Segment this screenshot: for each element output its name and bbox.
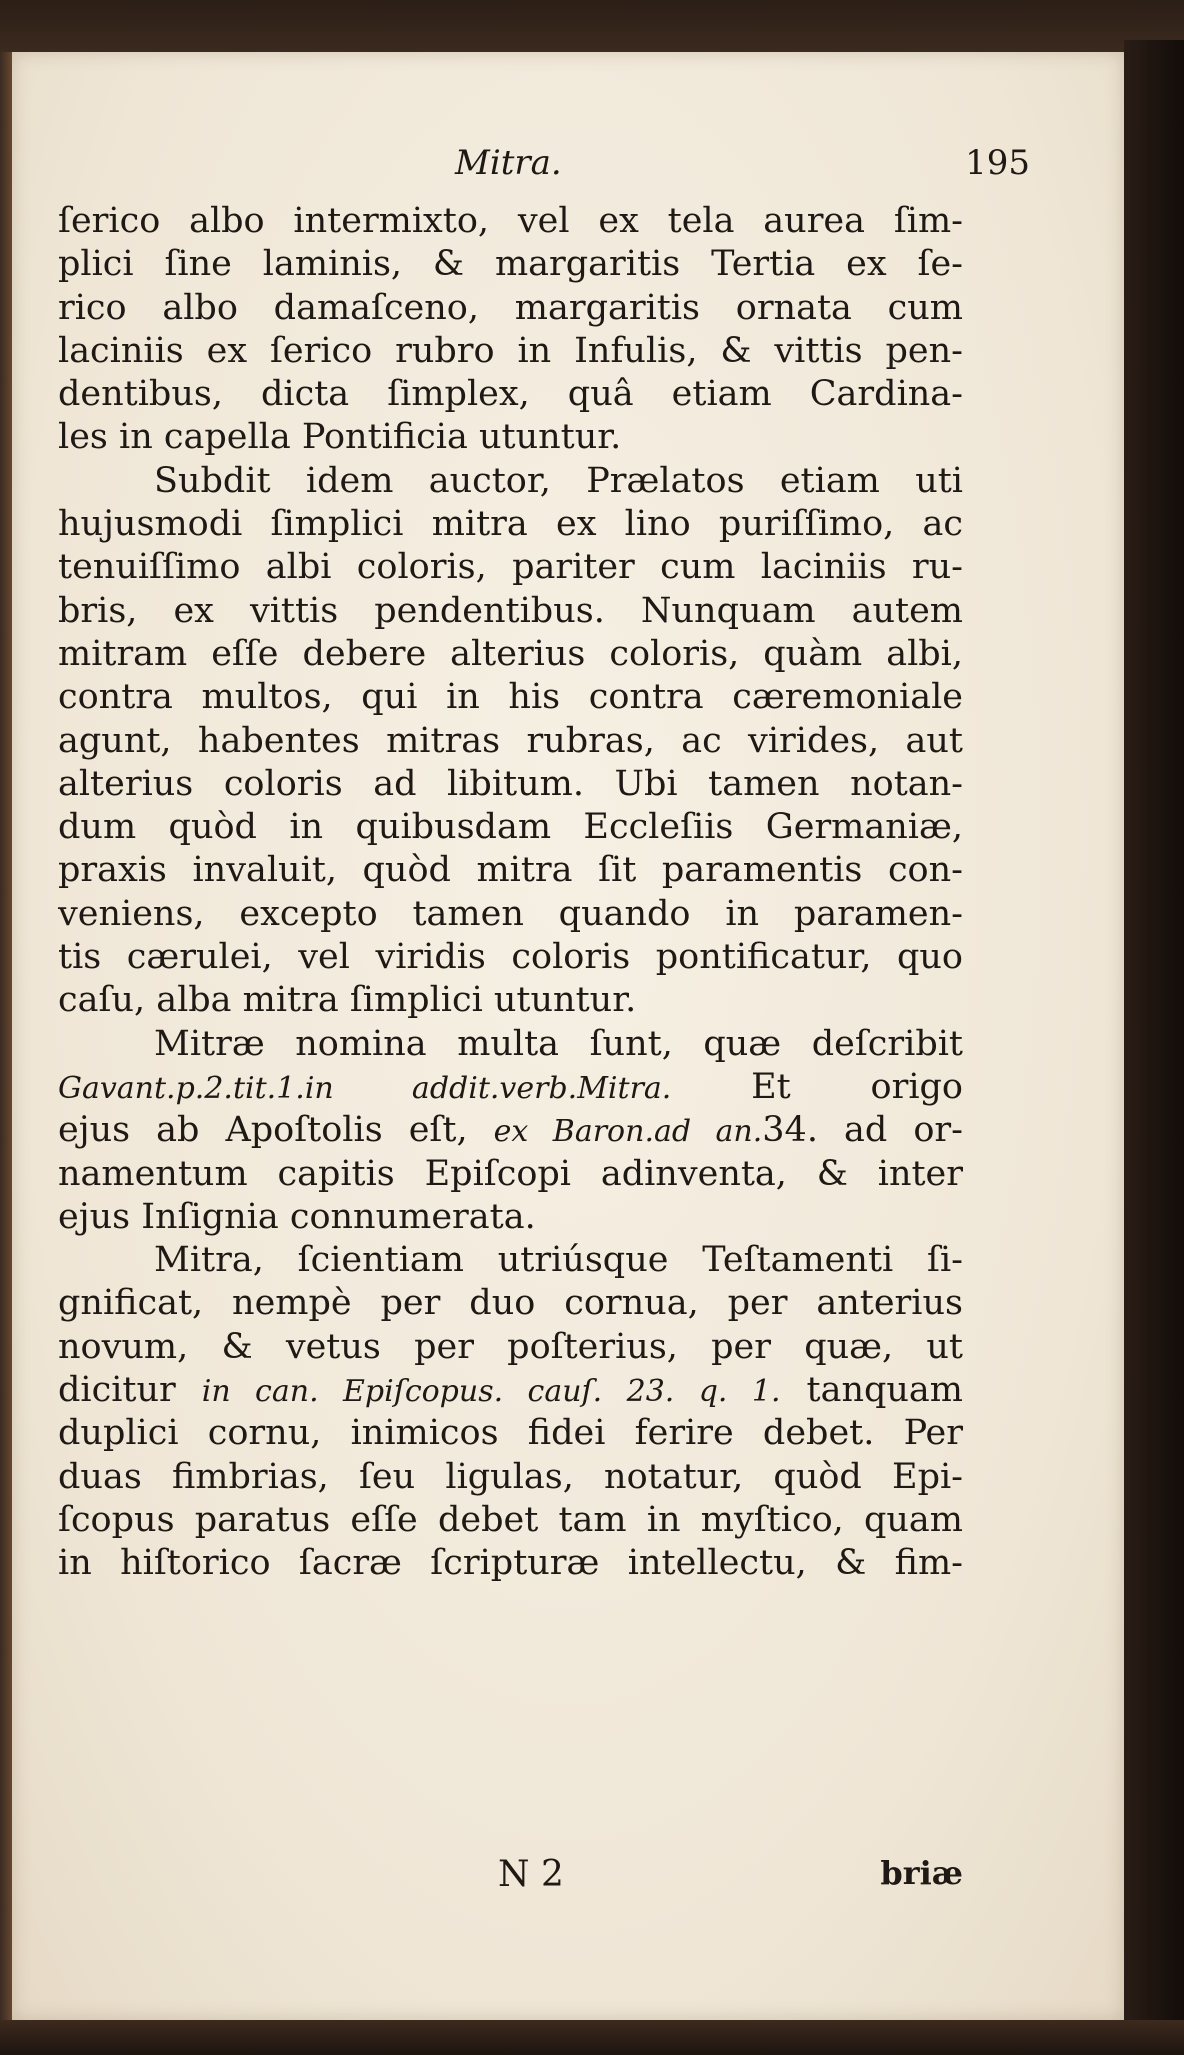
text-line: rico albo damaſceno, margaritis ornata cum (58, 287, 963, 328)
text-line: dentibus, dicta ſimplex, quâ etiam Cardina- (58, 374, 963, 415)
text-line-with-citation (58, 1066, 963, 1109)
paragraph-start: Subdit idem auctor, Prælatos etiam uti (154, 460, 963, 501)
page-footer (58, 1854, 963, 1898)
text-line: veniens, excepto tamen quando in paramen- (58, 893, 963, 934)
page-number: 195 (965, 143, 1030, 183)
citation-italic: in can. Epiſcopus. cauſ. 23. q. 1. (201, 1374, 781, 1410)
text-line: praxis invaluit, quòd mitra ſit paramentis con- (58, 850, 963, 891)
line-pre: ejus ab Apoſtolis eſt, (58, 1110, 494, 1151)
text-line: plici ſine laminis, & margaritis Tertia ex ſe- (58, 244, 963, 285)
text-line: in hiſtorico ſacræ ſcripturæ intellectu, & fim- (58, 1543, 963, 1584)
line-post: 34. ad or- (762, 1110, 963, 1151)
text-line: alterius coloris ad libitum. Ubi tamen notan- (58, 763, 963, 804)
text-line: bris, ex vittis pendentibus. Nunquam autem (58, 590, 963, 631)
text-line: hujusmodi ſimplici mitra ex lino puriſſimo, ac (58, 504, 963, 545)
catchword: briæ (880, 1854, 963, 1892)
running-head (150, 143, 1030, 193)
line-post: tanquam (780, 1370, 963, 1411)
body-text (58, 200, 963, 1586)
text-line: tenuiſſimo albi coloris, pariter cum laciniis ru- (58, 547, 963, 588)
paragraph-start: Mitra, ſcientiam utriúsque Teſtamenti ſi- (154, 1240, 963, 1281)
text-line: contra multos, qui in his contra cæremoniale (58, 677, 963, 718)
text-line: dum quòd in quibusdam Eccleſiis Germaniæ, (58, 807, 963, 848)
running-title: Mitra. (455, 143, 562, 183)
text-line: novum, & vetus per poſterius, per quæ, ut (58, 1326, 963, 1367)
line-pre: dicitur (58, 1370, 202, 1411)
citation-italic: Gavant.p.2.tit.1.in addit.verb.Mitra. (58, 1070, 672, 1106)
paragraph-start: Mitræ nomina multa ſunt, quæ deſcribit (154, 1023, 963, 1064)
text-line: mitram eſſe debere alterius coloris, quàm albi, (58, 633, 963, 674)
text-line: les in capella Pontificia utuntur. (58, 417, 622, 458)
text-line: duplici cornu, inimicos fidei ferire debet. Per (58, 1413, 963, 1454)
line-post: Et origo (671, 1066, 963, 1107)
text-line: agunt, habentes mitras rubras, ac virides, aut (58, 720, 963, 761)
text-line: duas fimbrias, ſeu ligulas, notatur, quòd Epi- (58, 1456, 963, 1497)
signature-mark: N 2 (498, 1854, 564, 1895)
scan-bottom-edge (0, 2020, 1184, 2055)
text-line: caſu, alba mitra ſimplici utuntur. (58, 980, 637, 1021)
text-line-with-citation (58, 1369, 963, 1412)
text-line: ſcopus paratus eſſe debet tam in myſtico, quam (58, 1499, 963, 1540)
citation-italic: ex Baron.ad an. (493, 1114, 763, 1150)
text-line: tis cærulei, vel viridis coloris pontificatur, quo (58, 937, 963, 978)
scan-right-edge (1124, 40, 1184, 2055)
text-line: ejus Inſignia connumerata. (58, 1196, 536, 1237)
text-line: laciniis ex ſerico rubro in Infulis, & vittis pen- (58, 330, 963, 371)
text-line: gnificat, nempè per duo cornua, per anterius (58, 1283, 963, 1324)
text-line: ſerico albo intermixto, vel ex tela aurea ſim- (58, 201, 963, 241)
text-line: namentum capitis Epiſcopi adinventa, & inter (58, 1153, 963, 1194)
text-line-with-citation (58, 1109, 963, 1152)
scan-top-edge (0, 0, 1184, 52)
